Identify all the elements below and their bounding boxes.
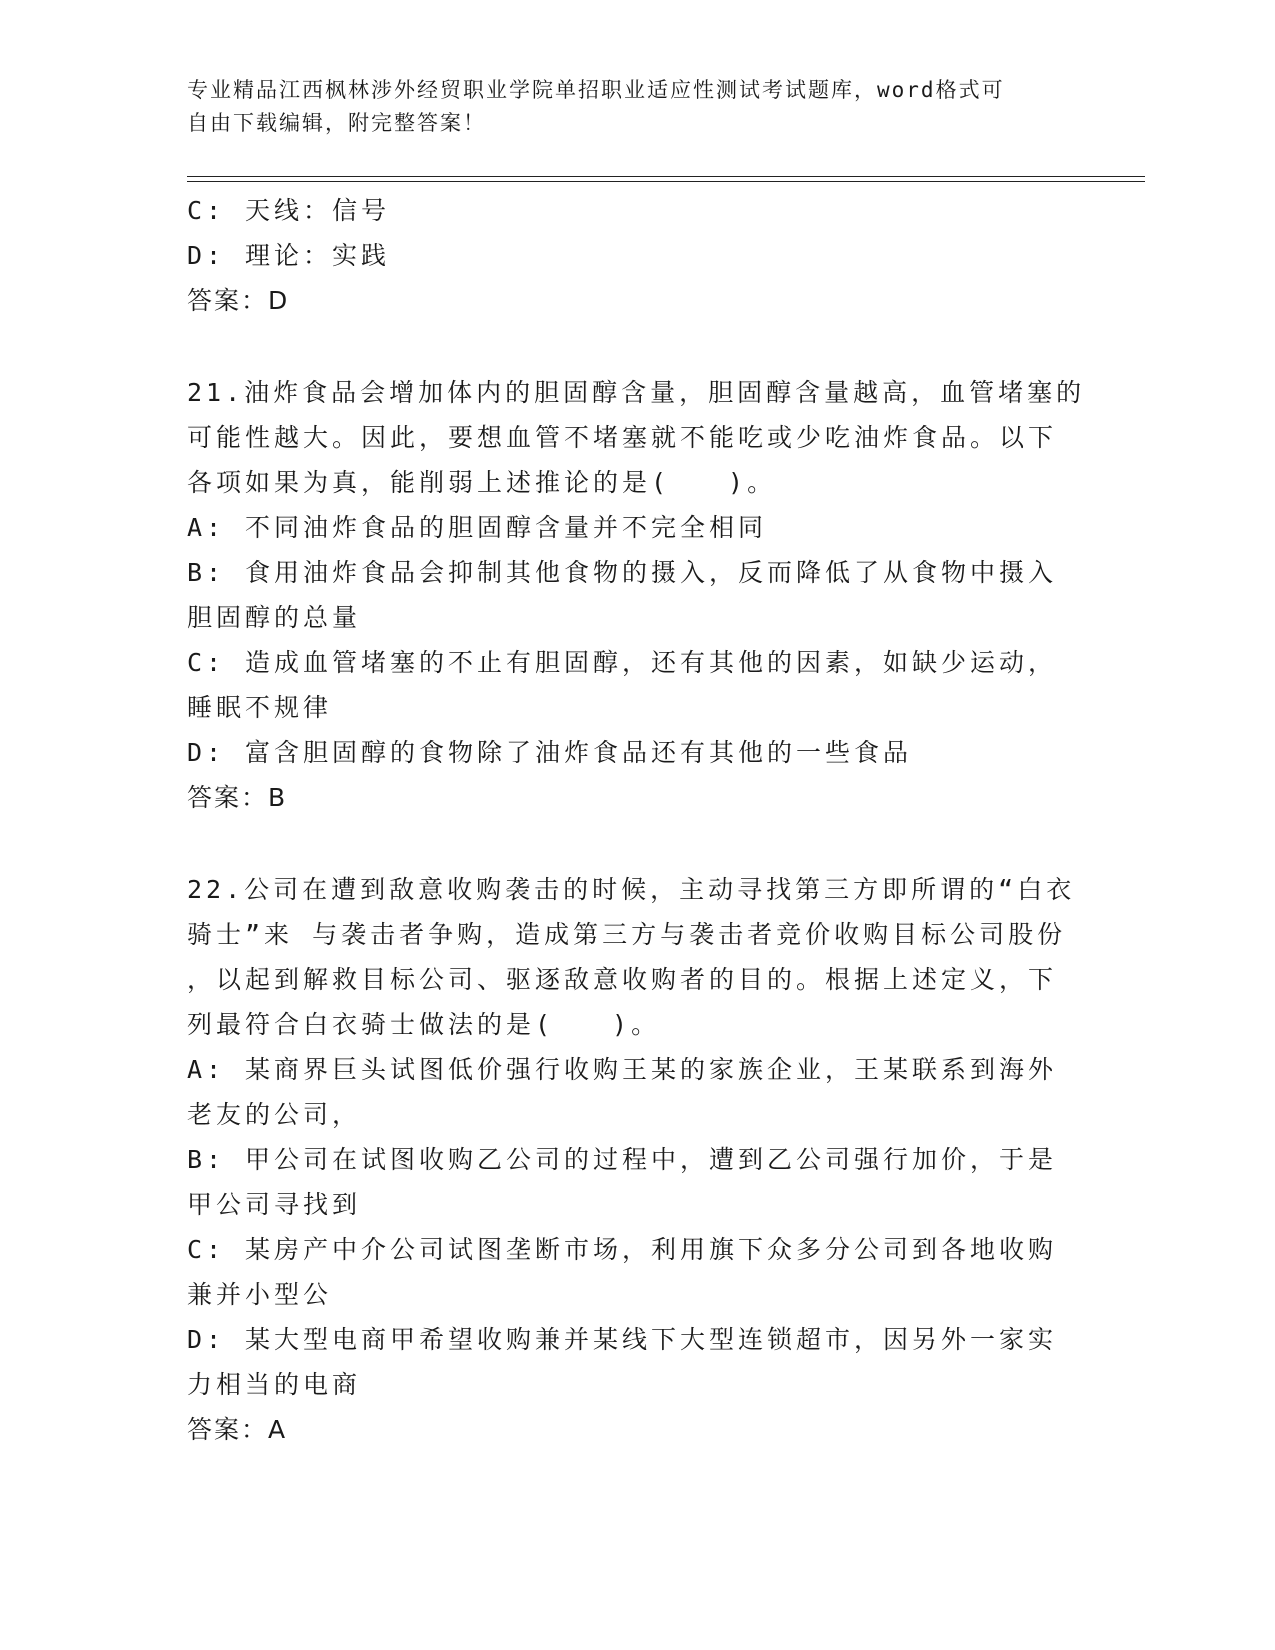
option-d xyxy=(187,730,1067,775)
option-c xyxy=(187,640,1067,685)
option-key: C: xyxy=(187,648,226,677)
option-key: A: xyxy=(187,513,226,542)
question-stem-line: 各项如果为真，能削弱上述推论的是( )。 xyxy=(187,468,777,497)
option-key: B: xyxy=(187,1145,226,1174)
option-b xyxy=(187,1137,1067,1182)
option-a xyxy=(187,1047,1067,1092)
question-stem-line: 21.油炸食品会增加体内的胆固醇含量，胆固醇含量越高，血管堵塞的 xyxy=(187,378,1086,407)
prev-question xyxy=(187,188,1067,323)
option-c xyxy=(187,188,1067,233)
option-c xyxy=(187,1227,1067,1272)
header-line-1: 专业精品江西枫林涉外经贸职业学院单招职业适应性测试考试题库，word格式可 xyxy=(187,78,1005,102)
option-text: 天线：信号 xyxy=(245,196,391,225)
question-stem-line: 列最符合白衣骑士做法的是( )。 xyxy=(187,1010,661,1039)
option-text: 造成血管堵塞的不止有胆固醇，还有其他的因素，如缺少运动， xyxy=(245,648,1058,677)
answer-line: 答案：D xyxy=(187,286,290,315)
header-rule-top xyxy=(187,176,1145,177)
header-line-2: 自由下载编辑，附完整答案！ xyxy=(187,111,486,135)
option-key: B: xyxy=(187,558,226,587)
option-text: 某大型电商甲希望收购兼并某线下大型连锁超市，因另外一家实 xyxy=(245,1325,1058,1354)
option-text: 某房产中介公司试图垄断市场，利用旗下众多分公司到各地收购 xyxy=(245,1235,1058,1264)
spacer xyxy=(187,323,1067,370)
answer-line: 答案：B xyxy=(187,783,288,812)
option-key: D: xyxy=(187,241,226,270)
option-d xyxy=(187,1317,1067,1362)
question-stem-line: ，以起到解救目标公司、驱逐敌意收购者的目的。根据上述定义，下 xyxy=(187,965,1058,994)
option-continuation: 老友的公司， xyxy=(187,1100,362,1129)
option-continuation: 甲公司寻找到 xyxy=(187,1190,362,1219)
answer-line: 答案：A xyxy=(187,1415,288,1444)
option-text: 不同油炸食品的胆固醇含量并不完全相同 xyxy=(245,513,768,542)
option-b xyxy=(187,550,1067,595)
question-stem-line: 22.公司在遭到敌意收购袭击的时候，主动寻找第三方即所谓的“白衣 xyxy=(187,875,1076,904)
question-stem-line: 可能性越大。因此，要想血管不堵塞就不能吃或少吃油炸食品。以下 xyxy=(187,423,1058,452)
question-stem-line: 骑士”来 与袭击者争购，造成第三方与袭击者竞价收购目标公司股份 xyxy=(187,920,1067,949)
option-continuation: 兼并小型公 xyxy=(187,1280,333,1309)
option-text: 食用油炸食品会抑制其他食物的摄入，反而降低了从食物中摄入 xyxy=(245,558,1058,587)
header-rule-bottom xyxy=(187,181,1145,182)
page-header xyxy=(187,74,1087,140)
option-key: C: xyxy=(187,196,226,225)
option-d xyxy=(187,233,1067,278)
option-continuation: 睡眠不规律 xyxy=(187,693,333,722)
question-21 xyxy=(187,370,1086,820)
option-text: 理论：实践 xyxy=(245,241,391,270)
option-continuation: 胆固醇的总量 xyxy=(187,603,362,632)
option-text: 某商界巨头试图低价强行收购王某的家族企业，王某联系到海外 xyxy=(245,1055,1058,1084)
option-text: 甲公司在试图收购乙公司的过程中，遭到乙公司强行加价，于是 xyxy=(245,1145,1058,1174)
option-text: 富含胆固醇的食物除了油炸食品还有其他的一些食品 xyxy=(245,738,913,767)
option-key: A: xyxy=(187,1055,226,1084)
question-22 xyxy=(187,867,1076,1452)
option-continuation: 力相当的电商 xyxy=(187,1370,362,1399)
option-key: D: xyxy=(187,738,226,767)
option-a xyxy=(187,505,1067,550)
document-body xyxy=(187,188,1086,1452)
spacer xyxy=(187,820,1067,867)
option-key: D: xyxy=(187,1325,226,1354)
option-key: C: xyxy=(187,1235,226,1264)
